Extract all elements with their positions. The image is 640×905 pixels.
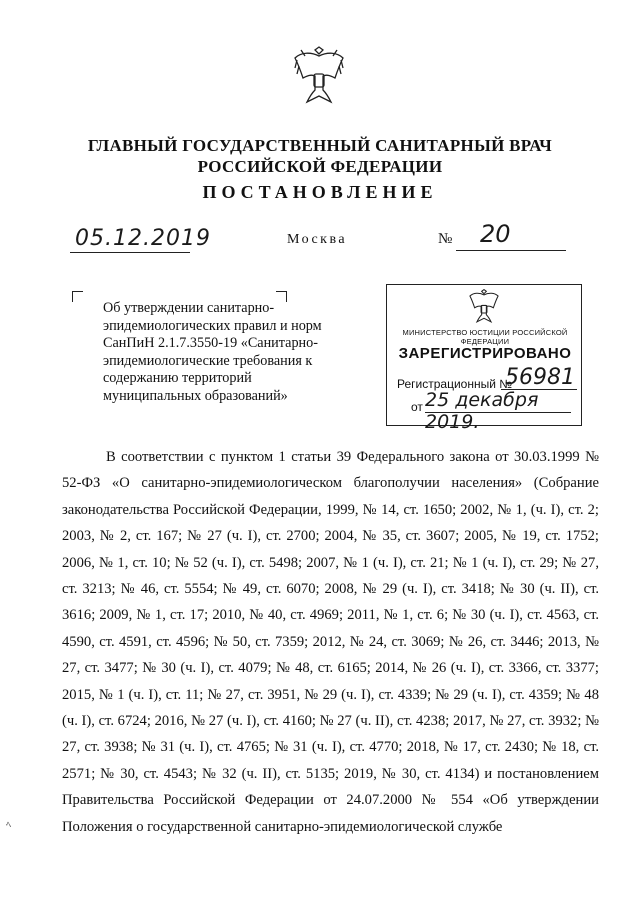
stamp-regnum-label: Регистрационный №	[397, 377, 513, 391]
issuer-title-line1: ГЛАВНЫЙ ГОСУДАРСТВЕННЫЙ САНИТАРНЫЙ ВРАЧ	[87, 136, 553, 155]
margin-mark: ﾍ	[6, 820, 11, 831]
stamp-registered: ЗАРЕГИСТРИРОВАНО	[398, 345, 572, 362]
decree-subject: Об утверждении санитарно-эпидемиологических правил и норм СанПиН 2.1.7.3550-19 «Санитарно-эпидемиологические требования к содержанию территорий муниципальных образований»	[103, 300, 322, 404]
date-underline	[70, 252, 190, 253]
decree-number: 20	[480, 220, 511, 248]
subject-bracket-left	[72, 291, 83, 302]
decree-date: 05.12.2019	[75, 226, 211, 251]
number-underline	[456, 250, 566, 251]
stamp-date-underline	[425, 412, 571, 413]
stamp-ministry: МИНИСТЕРСТВО ЮСТИЦИИ РОССИЙСКОЙ ФЕДЕРАЦИИ	[402, 328, 568, 346]
decree-city: Москва	[287, 232, 348, 247]
issuer-title-line2: РОССИЙСКОЙ ФЕДЕРАЦИИ	[197, 157, 443, 176]
coat-of-arms-icon	[291, 46, 347, 104]
decree-number-sign: №	[438, 231, 453, 247]
decree-title: ПОСТАНОВЛЕНИЕ	[202, 182, 438, 202]
registration-stamp	[386, 284, 582, 433]
stamp-date-value: 25 декабря 2019.	[425, 389, 539, 433]
stamp-regnum-value: 56981	[505, 365, 575, 390]
body-paragraph: В соответствии с пунктом 1 статьи 39 Федерального закона от 30.03.1999 № 52-ФЗ «О санитарно-эпидемиологическом благополучии населения» (Собрание законодательства Российской Федерации, 1999, № 14, ст. 1650; 2002, № 1, (ч. I), ст. 2; 2003, № 2, ст. 167; № 27 (ч. I), ст. 2700; 2004, № 35, ст. 3607; 2005, № 19, ст. 1752; 2006, № 1, ст. 10; № 52 (ч. I), ст. 5498; 2007, № 1 (ч. I), ст. 21; № 1 (ч. I), ст. 29; № 27, ст. 3213; № 46, ст. 5554; № 49, ст. 6070; 2008, № 29 (ч. I), ст. 3418; № 30 (ч. II), ст. 3616; 2009, № 1, ст. 17; 2010, № 40, ст. 4969; 2011, № 1, ст. 6; № 30 (ч. I), ст. 4563, ст. 4590, ст. 4591, ст. 4596; № 50, ст. 7359; 2012, № 24, ст. 3069; № 26, ст. 3446; 2013, № 27, ст. 3477; № 30 (ч. I), ст. 4079; № 48, ст. 6165; 2014, № 26 (ч. I), ст. 3366, ст. 3377; 2015, № 1 (ч. I), ст. 11; № 27, ст. 3951, № 29 (ч. I), ст. 4339; № 29 (ч. I), ст. 4359; № 48 (ч. I), ст. 6724; 2016, № 27 (ч. I), ст. 4160; № 27 (ч. II), ст. 4238; 2017, № 27, ст. 3932; № 27, ст. 3938; № 31 (ч. I), ст. 4765; № 31 (ч. I), ст. 4770; 2018, № 17, ст. 2430; № 18, ст. 2571; № 30, ст. 4543; № 32 (ч. II), ст. 5135; 2019, № 30, ст. 4134) и постановлением Правительства Российской Федерации от 24.07.2000 № 554 «Об утверждении Положения о государственной санитарно-эпидемиологической службе	[62, 449, 599, 835]
stamp-date-label: от	[411, 400, 423, 414]
coat-of-arms-icon	[467, 289, 501, 323]
